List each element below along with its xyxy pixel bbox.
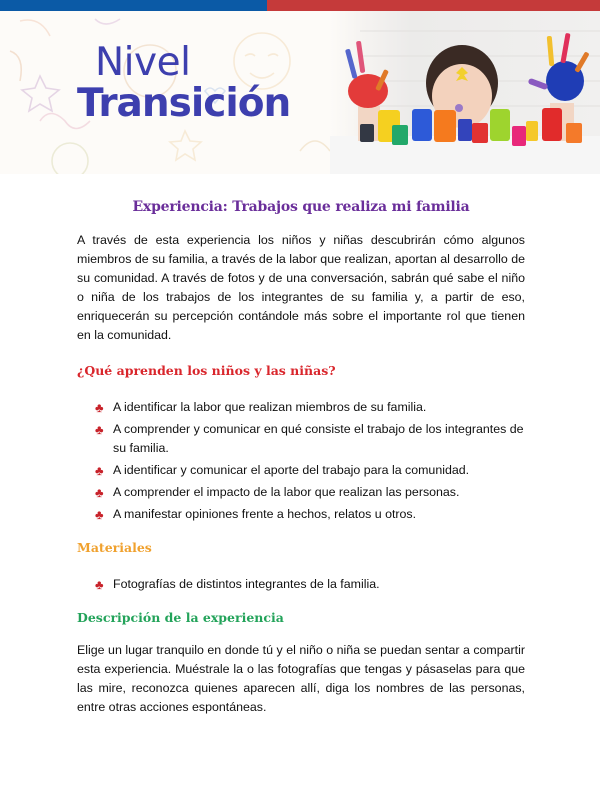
list-item bbox=[77, 398, 525, 417]
section-heading-learn: ¿Qué aprenden los niños y las niñas? bbox=[77, 363, 336, 378]
materials-list bbox=[77, 575, 525, 594]
section-heading-description: Descripción de la experiencia bbox=[77, 610, 284, 625]
brand-logo bbox=[77, 40, 291, 126]
list-item bbox=[77, 420, 525, 458]
list-item-text: A comprender y comunicar en qué consiste el trabajo de los integrantes de su familia. bbox=[113, 422, 524, 455]
club-bullet-icon: ♣ bbox=[95, 577, 104, 592]
document-content bbox=[77, 190, 525, 717]
list-item bbox=[77, 461, 525, 480]
club-bullet-icon: ♣ bbox=[95, 463, 104, 478]
intro-paragraph: A través de esta experiencia los niños y niñas descubrirán cómo algunos miembros de su familia, a través de la labor que realizan, aportan al desarrollo de su comunidad. A través de fotos y de una conversación, sabrán qué sabe el niño o niña de los trabajos de los integrantes de su familia y, a partir de eso, enriquecerán su percepción contándole más sobre el importante rol que tienen en la comunidad. bbox=[77, 233, 525, 342]
list-item bbox=[77, 575, 525, 594]
description-paragraph: Elige un lugar tranquilo en donde tú y el niño o niña se puedan sentar a compartir esta experiencia. Muéstrale la o las fotografías que tengas y pásaselas para que las mire, reconozca quienes aparecen allí, diga los nombres de las personas, entre otras acciones espontáneas. bbox=[77, 643, 525, 714]
section-heading-materials: Materiales bbox=[77, 540, 152, 555]
list-item-text: A identificar la labor que realizan miembros de su familia. bbox=[113, 400, 427, 414]
list-item-text: A manifestar opiniones frente a hechos, relatos u otros. bbox=[113, 507, 417, 521]
club-bullet-icon: ♣ bbox=[95, 507, 104, 522]
brand-line-1: Nivel bbox=[95, 40, 191, 85]
header-banner bbox=[0, 11, 600, 174]
page-title: Experiencia: Trabajos que realiza mi familia bbox=[132, 199, 470, 215]
top-bar-blue bbox=[0, 0, 267, 11]
brand-line-2: Transición bbox=[77, 81, 291, 126]
list-item-text: A identificar y comunicar el aporte del trabajo para la comunidad. bbox=[113, 463, 470, 477]
club-bullet-icon: ♣ bbox=[95, 485, 104, 500]
list-item bbox=[77, 505, 525, 524]
header-photo bbox=[330, 11, 600, 174]
top-color-bar bbox=[0, 0, 600, 11]
list-item-text: Fotografías de distintos integrantes de la familia. bbox=[113, 577, 380, 591]
club-bullet-icon: ♣ bbox=[95, 422, 104, 437]
list-item-text: A comprender el impacto de la labor que realizan las personas. bbox=[113, 485, 460, 499]
list-item bbox=[77, 483, 525, 502]
club-bullet-icon: ♣ bbox=[95, 400, 104, 415]
learn-list bbox=[77, 398, 525, 524]
top-bar-red bbox=[267, 0, 600, 11]
child-painting-photo-icon bbox=[330, 11, 600, 174]
